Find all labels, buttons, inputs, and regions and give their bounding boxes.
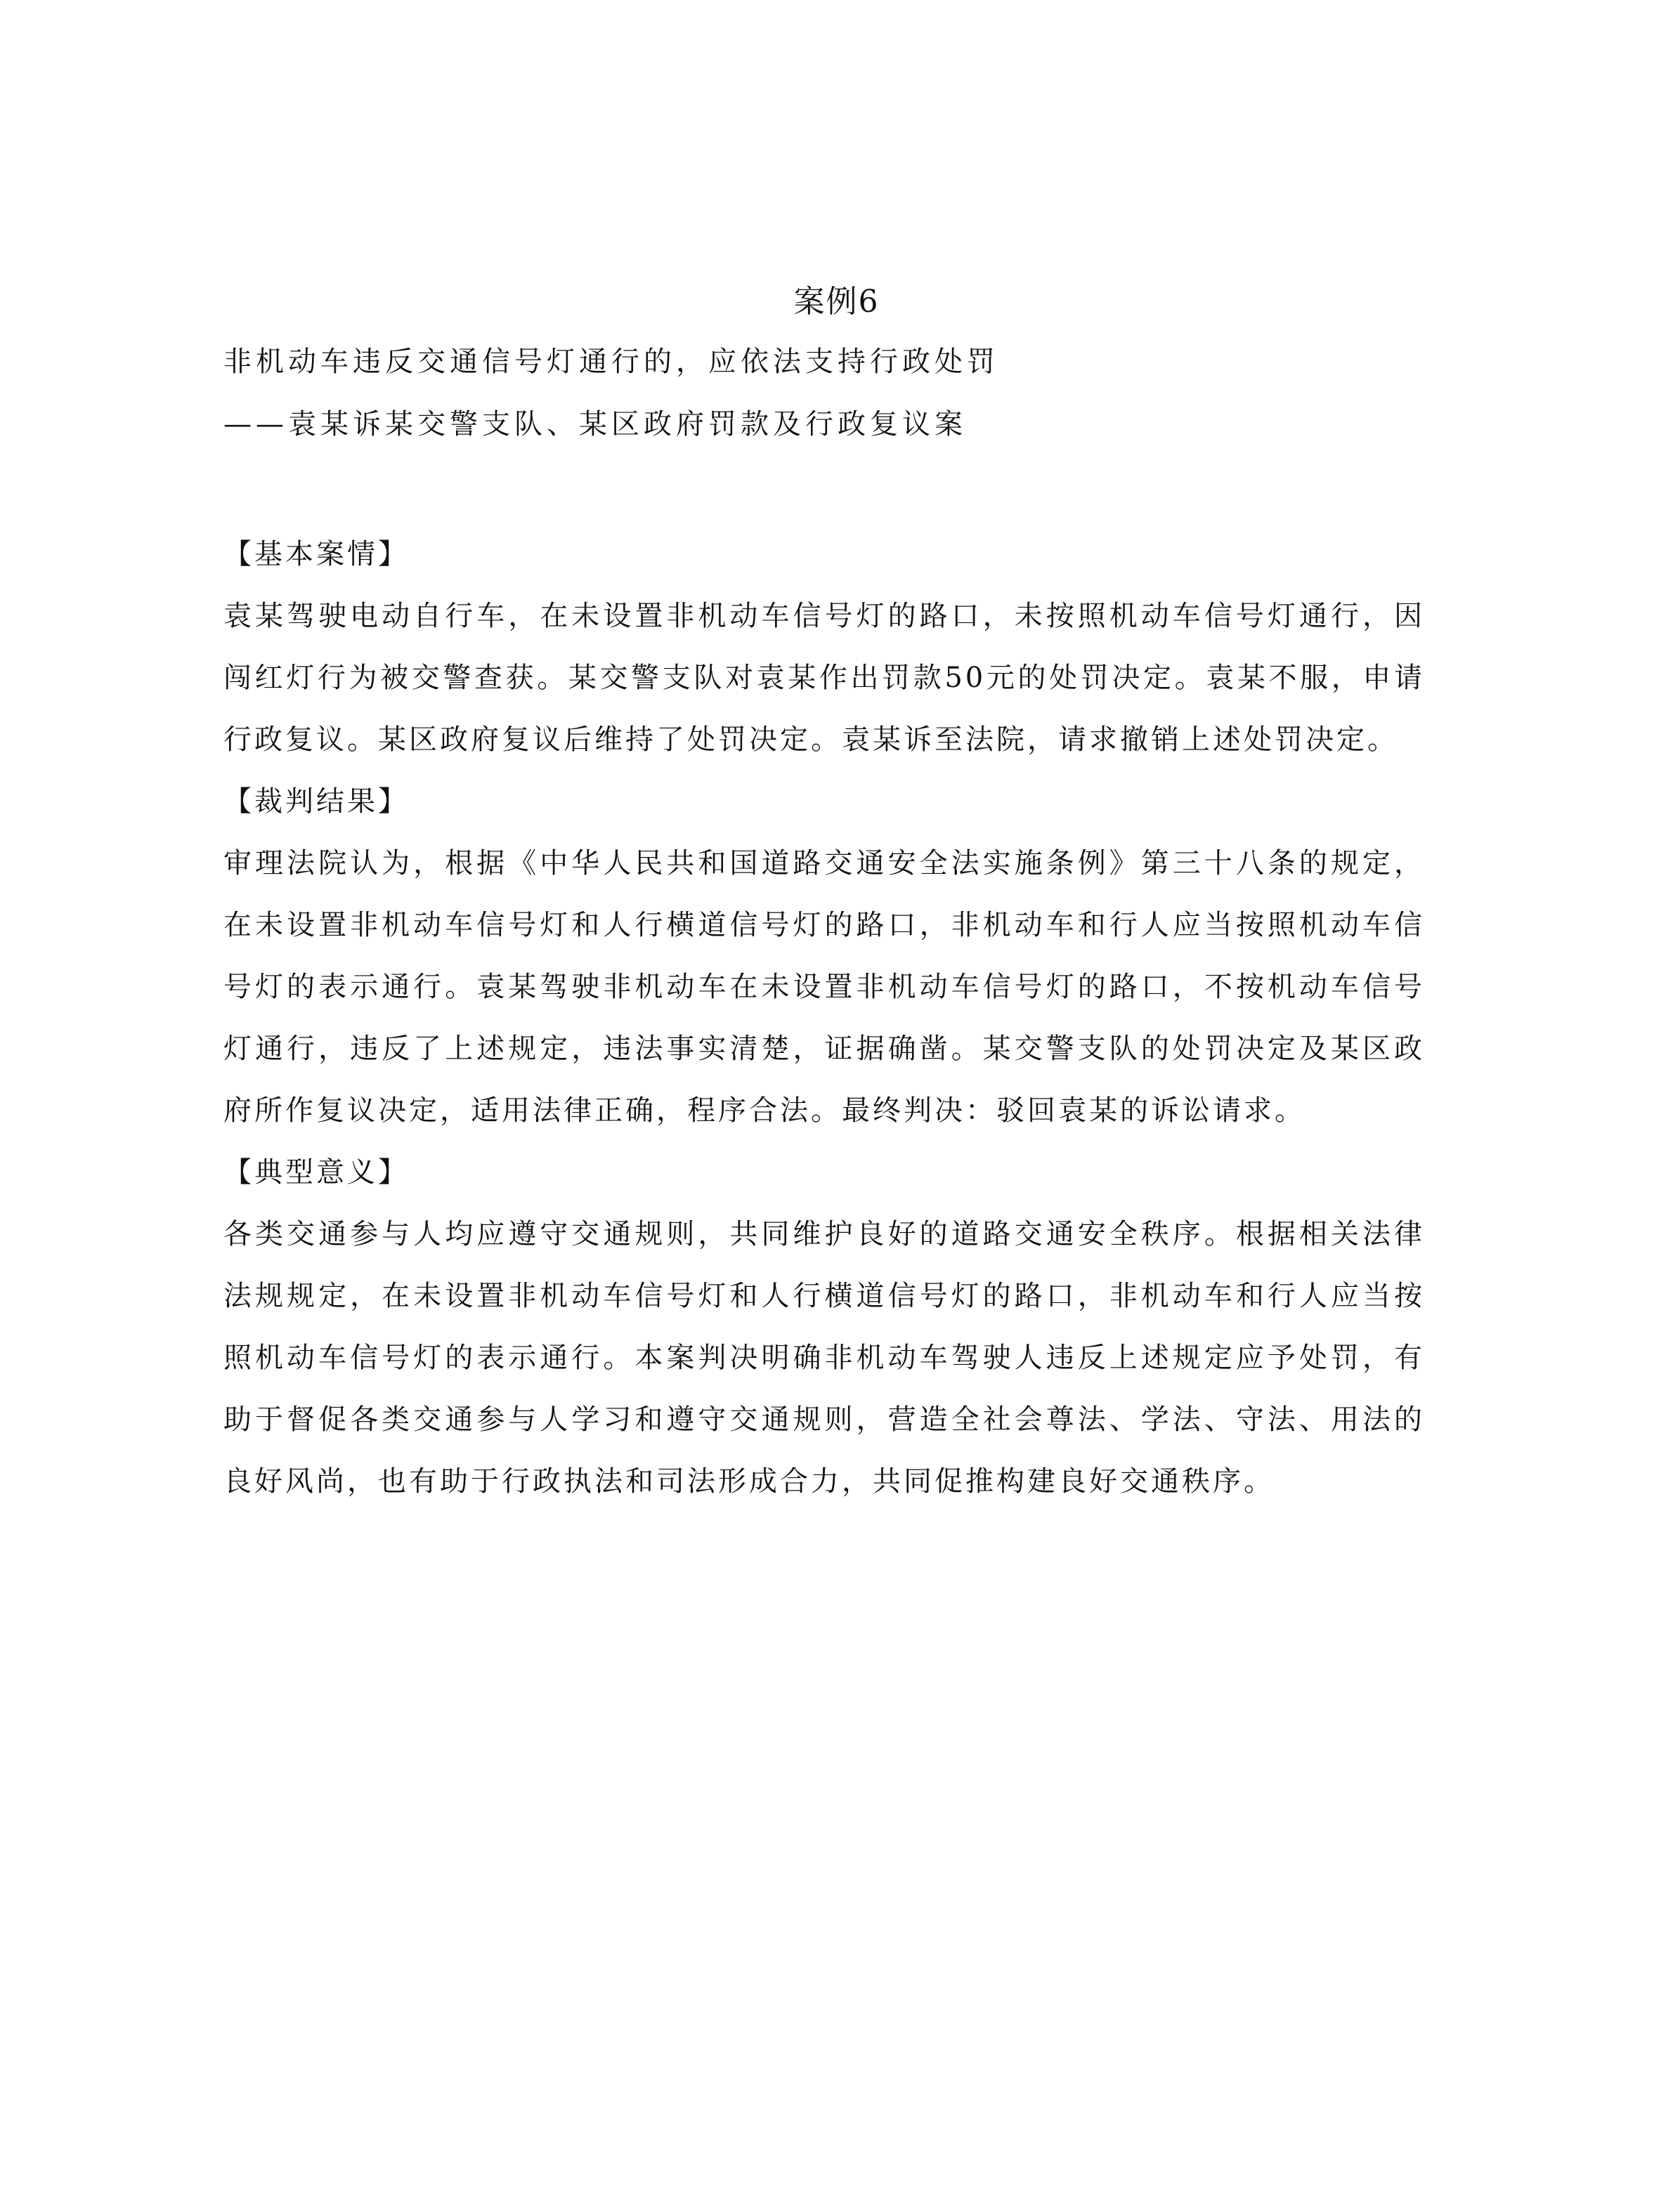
case-subtitle-parties: ——袁某诉某交警支队、某区政府罚款及行政复议案 bbox=[223, 408, 967, 440]
section-body-judgment: 审理法院认为，根据《中华人民共和国道路交通安全法实施条例》第三十八条的规定，在未设置非机动车信号灯和人行横道信号灯的路口，非机动车和行人应当按照机动车信号灯的表示通行。袁某驾驶非机动车在未设置非机动车信号灯的路口，不按机动车信号灯通行，违反了上述规定，违法事实清楚，证据确凿。某交警支队的处罚决定及某区政府所作复议决定，适用法律正确，程序合法。最终判决：驳回袁某的诉讼请求。 bbox=[223, 847, 1425, 1127]
section-heading-significance: 【典型意义】 bbox=[223, 1156, 409, 1189]
document-body bbox=[223, 523, 1425, 1512]
case-title: 案例6 bbox=[793, 284, 880, 320]
section-heading-basic-facts: 【基本案情】 bbox=[223, 538, 409, 570]
case-subtitle-main: 非机动车违反交通信号灯通行的，应依法支持行政处罚 bbox=[223, 346, 999, 378]
section-body-basic-facts: 袁某驾驶电动自行车，在未设置非机动车信号灯的路口，未按照机动车信号灯通行，因闯红灯行为被交警查获。某交警支队对袁某作出罚款50元的处罚决定。袁某不服，申请行政复议。某区政府复议后维持了处罚决定。袁某诉至法院，请求撤销上述处罚决定。 bbox=[223, 600, 1425, 756]
section-body-significance: 各类交通参与人均应遵守交通规则，共同维护良好的道路交通安全秩序。根据相关法律法规规定，在未设置非机动车信号灯和人行横道信号灯的路口，非机动车和行人应当按照机动车信号灯的表示通行。本案判决明确非机动车驾驶人违反上述规定应予处罚，有助于督促各类交通参与人学习和遵守交通规则，营造全社会尊法、学法、守法、用法的良好风尚，也有助于行政执法和司法形成合力，共同促推构建良好交通秩序。 bbox=[223, 1218, 1425, 1498]
section-heading-judgment: 【裁判结果】 bbox=[223, 785, 409, 818]
